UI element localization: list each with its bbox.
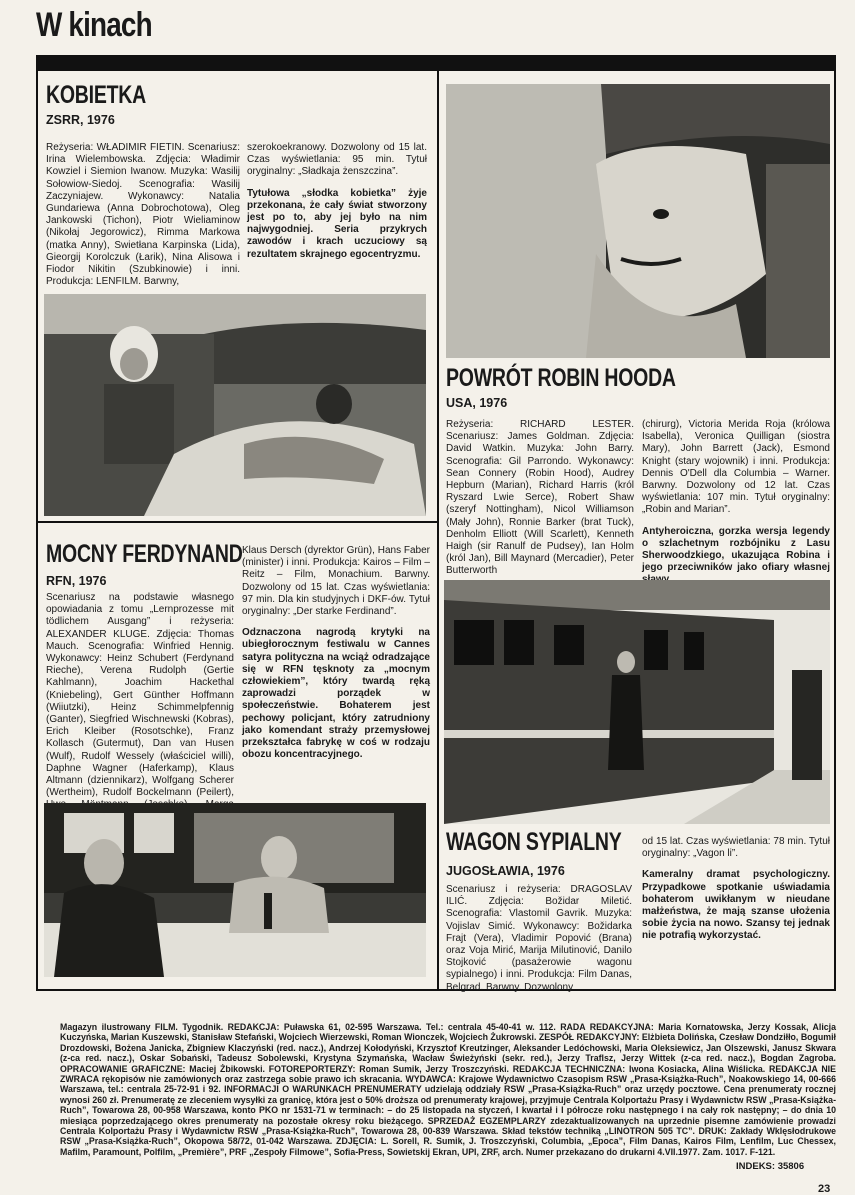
column-divider [437, 71, 439, 989]
film-credits-text: Reżyseria: WŁADIMIR FIETIN. Scenariusz: Irina Wielembowska. Zdjęcia: Władimir Kowziel i Siemion Iwanow. Muzyka: Wasilij Sołowiow-Siedoj. Scenografia: Wasilij Zaczyniajew. Wykonawcy: Natalia Gundariewa (Anna Dobrochotowa), Oleg Jankowski (Tichon), Piotr Wieliaminow (Nikołaj Jegorowicz), Rimma Markowa (matka Anny), Swietłana Karpinska (Lida), Gieorgij Korolczuk (Łarik), Nina Alisowa i Fiodor Nikitin (Szubkinowie) i inni. Produkcja: LENFILM. Barwny, [46, 142, 240, 288]
film-credits-text-cont: szerokoekranowy. Dozwolony od 15 lat. Czas wyświetlania: 95 min. Tytuł oryginalny: „Sładkaja żenszczina”. [247, 142, 427, 178]
film-credits-wagon-sypialny-cont [642, 836, 830, 986]
photo-kobietka [44, 294, 426, 516]
film-title-robin-hood: POWRÓT ROBIN HOODA [446, 364, 676, 392]
film-credits-text-cont: Klaus Dersch (dyrektor Grün), Hans Faber (minister) i inni. Produkcja: Kairos – Film – Reitz – Film, Monachium. Barwny. Dozwolony od 15 lat. Czas wyświetlania: 97 min. Dla kin studyjnych i DKF-ów. Tytuł oryginalny: „Der starke Ferdinand”. [242, 545, 430, 618]
film-credits-kobietka [46, 142, 240, 290]
left-row-divider [38, 521, 438, 523]
film-credits-text: Reżyseria: RICHARD LESTER. Scenariusz: James Goldman. Zdjęcia: David Watkin. Muzyka: John Barry. Scenografia: Gil Parrondo. Wykonawcy: Sean Connery (Robin Hood), Audrey Hepburn (Marian), Richard Harris (król Ryszard Lwie Serce), Robert Shaw (szeryf Nottingham), Nicol Williamson (Mały John), Ronnie Barker (brat Tuck), Denholm Elliott (Will Scarlett), Kenneth Haigh (sir Ranulf de Pudsey), Ian Holm (król Jan), Bill Maynard (Mercadier), Peter Butterworth [446, 419, 634, 577]
film-credits-wagon-sypialny [446, 884, 632, 993]
film-country-wagon-sypialny: JUGOSŁAWIA, 1976 [446, 864, 565, 878]
film-country-robin-hood: USA, 1976 [446, 396, 508, 410]
film-credits-text-cont: (chirurg), Victoria Merida Roja (królowa Isabella), Veronica Quilligan (siostra Mary), John Barrett (Jack), Esmond Knight (stary wojownik) i inni. Produkcja: Dennis O'Dell dla Columbia – Warner. Barwny. Dozwolony od 12 lat. Czas wyświetlania: 107 min. Tytuł oryginalny: „Robin and Marian”. [642, 419, 830, 516]
film-country-kobietka: ZSRR, 1976 [46, 113, 115, 127]
header-rule [36, 55, 836, 71]
page-number: 23 [818, 1183, 831, 1195]
photo-robin-hood [446, 84, 830, 358]
film-credits-robin-hood [446, 419, 634, 577]
film-credits-robin-hood-cont [642, 419, 830, 574]
film-summary-kobietka: Tytułowa „słodka kobietka” żyje przekonana, że cały świat stworzony jest po to, aby jej było na nim najwygodniej. Seria przykrych zawodów i krach uczuciowy są rezultatem skrajnego egocentryzmu. [247, 187, 427, 260]
film-summary-robin-hood: Antyheroiczna, gorzka wersja legendy o szlachetnym rozbójniku z Lasu Sherwoodzkiego, ukazująca Robina i jego przeciwników jako ofiary własnej [642, 525, 830, 574]
film-credits-ferdynand [46, 592, 234, 798]
film-credits-ferdynand-cont [242, 545, 430, 799]
film-country-ferdynand: RFN, 1976 [46, 574, 107, 588]
photo-ferdynand [44, 803, 426, 977]
film-summary-wagon-sypialny: Kameralny dramat psychologiczny. Przypadkowe spotkanie uświadamia bohaterom uwikłanym w nieudane małżeństwa, że mają szanse ułożenia sobie życia na nowo. Szansy tej jednak nie potrafią wykorzystać. [642, 869, 830, 942]
index-number: INDEKS: 35806 [736, 1161, 805, 1172]
photo-wagon-sypialny [444, 580, 830, 824]
film-credits-text-cont: od 15 lat. Czas wyświetlania: 78 min. Tytuł oryginalny: „Vagon li”. [642, 836, 830, 860]
film-title-kobietka: KOBIETKA [46, 81, 146, 109]
imprint: Magazyn ilustrowany FILM. Tygodnik. REDAKCJA: Puławska 61, 02-595 Warszawa. Tel.: centrala 45-40-41 w. 112. RADA REDAKCYJNA: Maria Kornatowska, Jerzy Kossak, Alicja Kuczyńska, Marian Kuszewski, Stanisław Stefański, Wojciech Wierzewski, Roman Wionczek, Wojciech Żukrowski. ZESPÓŁ REDAKCYJNY: Elżbieta Dolińska, Czesław Dondziłło, Bogumił Drozdowski, Bożena Janicka, Zbigniew Klaczyński (red. nacz.), Andrzej Kołodyński, Krzysztof Kreutzinger, Aleksander Ledóchowski, Maria Oleksiewicz, Jan Olszewski, Janusz Skwara (z-ca red. nacz.), Oskar Sobański, Tadeusz Sobolewski, Krystyna Szymańska, Wacław Świeżyński (sekr. red.), Jerzy Traflsz, Jerzy Wittek (z-ca red. nacz.), Bogdan Zagroba. OPRACOWANIE GRAFICZNE: Maciej Żbikowski. FOTOREPORTERZY: Roman Sumik, Jerzy Troszczyński. REDAKCJA TECHNICZNA: Iwona Kosiacka, Alina Wiślicka. REDAKCJA NIE ZWRACA rękopisów nie zamówionych oraz zastrzega sobie prawo ich skracania. WYDAWCA: Krajowe Wydawnictwo Czasopism RSW „Prasa-Książka-Ruch”, Noakowskiego 14, 00-666 Warszawa, tel.: centrala 25-72-91 i 92. INFORMACJI O WARUNKACH PRENUMERATY udzielają oddziały RSW „Prasa-Książka-Ruch” oraz urzędy pocztowe. Cena prenumeraty rocznej wynosi 260 zł. Prenumeratę ze zleceniem wysyłki za granicę, która jest o 50% droższa od prenumeraty krajowej, przyjmuje Centrala Kolportażu Prasy i Wydawnictw RSW „Prasa-Książka-Ruch”, Towarowa 28, 00-958 Warszawa, konto PKO nr 1531-71 w terminach: – do 25 listopada na styczeń, I kwartał i I półrocze roku następnego i na cały rok następny; – do dnia 10 miesiąca poprzedzającego okres prenumeraty na pozostałe okresy roku bieżącego. SPRZEDAŻ EGZEMPLARZY zdezaktualizowanych na uprzednie pisemne zamówienie prowadzi Centrala Kolportażu Prasy i Wydawnictw RSW „Prasa-Książka-Ruch”, Towarowa 28, 00-839 Warszawa. Skład tekstów techniką „LINOTRON 505 TC”. DRUK: Zakłady Wklęsłodrukowe RSW „Prasa-Książka-Ruch”, Okopowa 58/72, 01-042 Warszawa. ZDJĘCIA: L. Sorell, R. Sumik, J. Troszczyński, Columbia, „Epoca”, Film Danas, Kairos Film, Lenfilm, Luc Chessex, Mafilm, Paramount, Polfilm, „Première”, PRF „Zespoły Filmowe”, Sofia-Press, Sowietskij Ekran, UPI, ZRF, arch. Numer przekazano do drukarni 4.VII.1977. Zam. 1017. F-121. [60, 1022, 836, 1157]
film-credits-text: Scenariusz na podstawie własnego opowiadania z tomu „Lernprozesse mit tödlichem Ausgang” i reżyseria: ALEXANDER KLUGE. Zdjęcia: Thomas Mauch. Scenografia: Winfried Hennig. Wykonawcy: Heinz Schubert (Ferdynand Rieche), Verena Rudolph (Gertie Kahlmann), Joachim Hackethal (Kniebeling), Gert Günther Hoffmann (Wiiutzki), Heinz Schimmelpfennig (Ganter), Siegfried Wischnewski (Kobras), Erich Kleiber (Rosotschke), Franz Kollasch (Gutermut), Dan van Husen (Wulf), Rudolf Wessely (właściciel willi), Daphne Wagner (Haferkamp), Klaus Altmann (dziennikarz), Wolfgang Scherer (Wertheim), Rudolf Bockelmann (Peilert), [46, 592, 234, 799]
film-credits-kobietka-cont [247, 142, 427, 292]
section-title: W kinach [36, 6, 152, 44]
film-credits-text: Scenariusz i reżyseria: DRAGOSLAV ILIĆ. Zdjęcia: Božidar Miletić. Scenografia: Vlastomil Gavrik. Muzyka: Vojislav Simić. Wykonawcy: Božidarka Frajt (Vera), Vladimir Popović (Brana) oraz Voja Mirić, Marija Milutinović, Danilo Stojković (pasażerowie wagonu sypialnego) i inni. Produkcja: Film Danas, Belgrad. Barwny. Dozwolony [446, 884, 632, 993]
film-summary-ferdynand: Odznaczona nagrodą krytyki na ubiegłorocznym festiwalu w Cannes satyra polityczna na wciąż odradzające się w RFN tęsknoty za „mocnym człowiekiem”, który twardą ręką zaprowadzi porządek w społeczeństwie. Bohaterem jest pechowy policjant, który zatrudniony jako komendant straży przemysłowej przekształca fabrykę w coś w rodzaju obozu koncentracyjnego. [242, 627, 430, 761]
film-title-ferdynand: MOCNY FERDYNAND [46, 540, 243, 568]
film-title-wagon-sypialny: WAGON SYPIALNY [446, 828, 622, 856]
